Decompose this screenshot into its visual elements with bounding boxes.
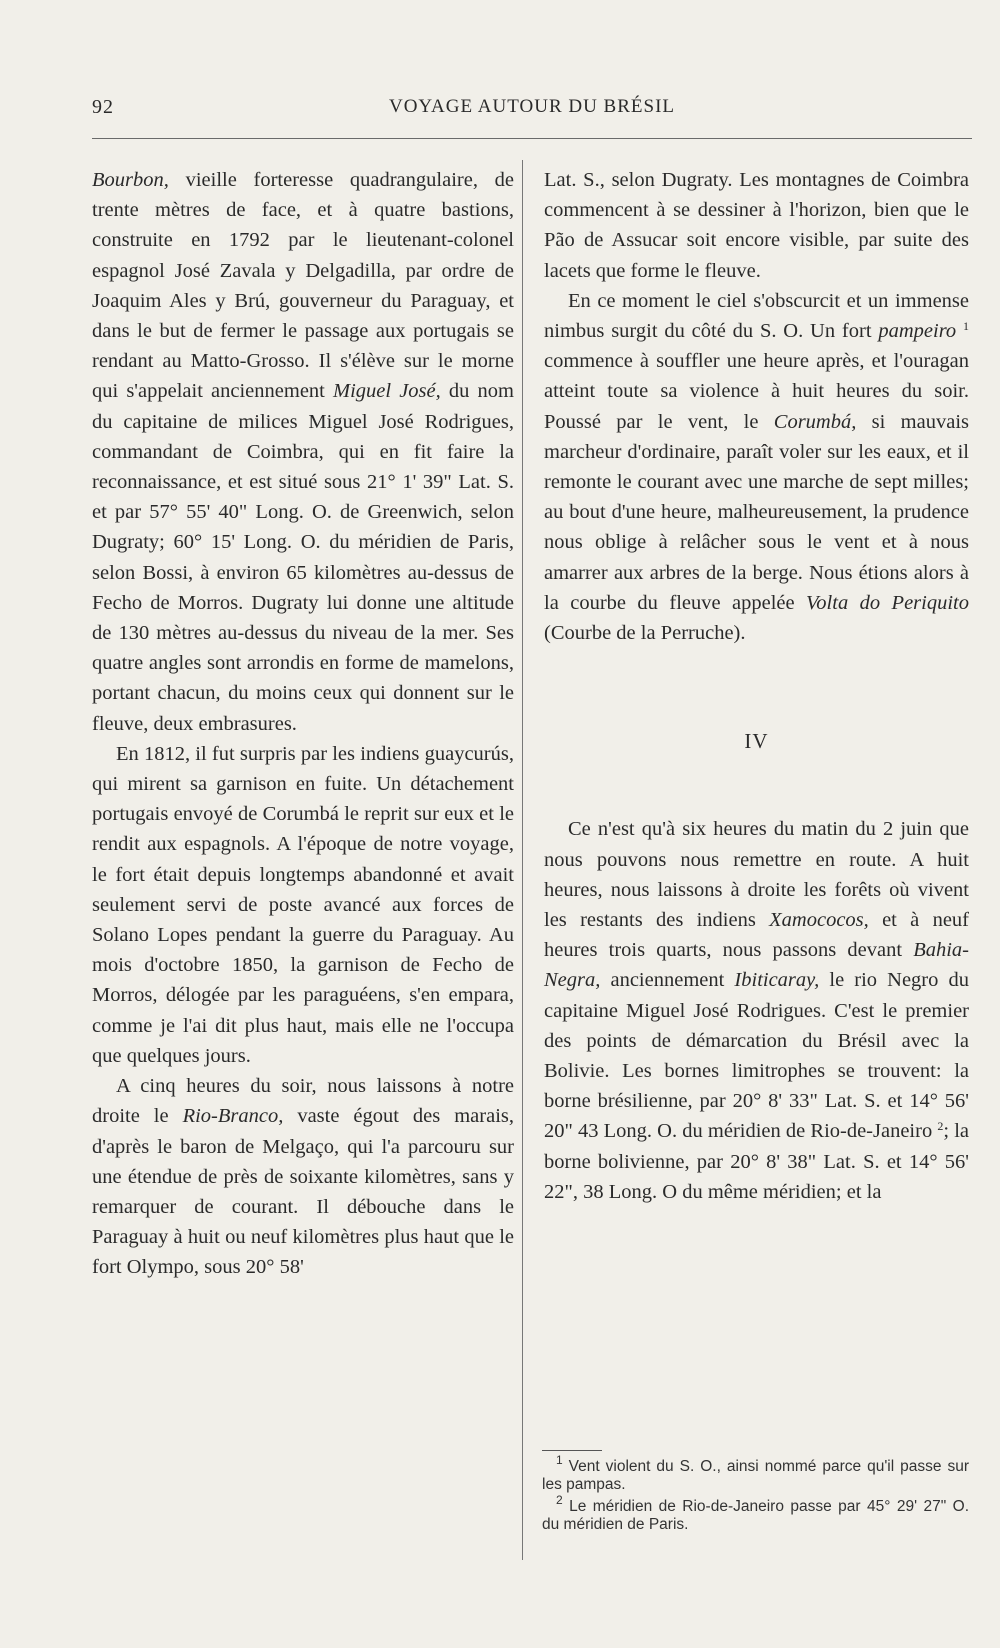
running-title: VOYAGE AUTOUR DU BRÉSIL [388, 96, 676, 117]
text-run: ; la borne bolivienne, par 20° 8' 38" Lat. S. et 14° 56' 22", 38 Long. O du même méridien; et la [544, 1120, 969, 1203]
italic-text: Rio-Branco, [182, 1105, 284, 1128]
text-run: A cinq heures du soir, nous laissons à notre droite le [92, 1075, 514, 1128]
italic-text: Miguel José, [333, 380, 441, 403]
paragraph-juin [544, 814, 969, 1207]
paragraph-rio-branco [92, 1071, 514, 1282]
right-column [544, 165, 969, 1207]
italic-text: Volta do Periquito [806, 591, 969, 614]
footnote-text: Le méridien de Rio-de-Janeiro passe par 45° 29' 27" O. du méridien de Paris. [542, 1498, 969, 1533]
text-run: et à neuf heures trois quarts, nous passons devant [544, 909, 969, 962]
footnote-ref-1[interactable]: 1 [963, 319, 969, 334]
italic-text: Bourbon, [92, 169, 169, 191]
header-rule [92, 138, 972, 139]
column-divider [522, 160, 523, 1560]
text-run: En ce moment le ciel s'obscurcit et un immense nimbus surgit du côté du S. O. Un fort [544, 289, 969, 343]
footnotes [542, 1453, 969, 1538]
footnote-mark: 1 [556, 1453, 563, 1467]
text-run: le rio Negro du capitaine Miguel José Rodrigues. C'est le premier des points de démarcation du Brésil avec la Bolivie. Les bornes limitrophes se trouvent: la borne brésilienne, par 20° 8' 33" Lat. S. et 14° 56' 20" 43 Long. O. du méridien de Rio-de-Janeiro [544, 969, 969, 1143]
text-run: commence à souffler une heure après, et l'ouragan atteint toute sa violence à huit heures du soir. Poussé par le vent, le [544, 350, 969, 433]
text-run: vieille forteresse quadrangulaire, de trente mètres de face, et à quatre bastions, construite en 1792 par le lieutenant-colonel espagnol José Zavala y Delgadilla, par ordre de Joaquim Ales y Brú, gouverneur du Paraguay, et dans le but de fermer le passage aux portugais se rendant au Matto-Grosso. Il s'élève sur le morne qui s'appelait anciennement [92, 169, 514, 403]
paragraph-1812: En 1812, il fut surpris par les indiens guaycurús, qui mirent sa garnison en fuite. Un détachement portugais envoyé de Corumbá le reprit sur eux et le rendit aux espagnols. A l'époque de notre voyage, le fort était depuis longtemps abandonné et avait seulement servi de poste avancé aux forces de Solano Lopes pendant la guerre du Paraguay. Au mois d'octobre 1850, la garnison de Fecho de Morros, délogée par les paraguéens, s'en empara, comme je l'ai dit plus haut, mais elle ne l'occupa que quelques jours. [92, 742, 514, 1067]
paragraph-lat-s: Lat. S., selon Dugraty. Les montagnes de Coimbra commencent à se dessiner à l'horizon, bien que le Pão de Assucar soit encore visible, par suite des lacets que forme le fleuve. [544, 169, 969, 282]
footnote-2 [542, 1493, 969, 1534]
section-heading: IV [744, 729, 769, 754]
paragraph-bourbon [92, 165, 514, 739]
italic-text: Corumbá, [773, 410, 857, 433]
italic-text: Xamococos, [769, 909, 869, 932]
text-run: vaste égout des marais, d'après le baron de Melgaço, qui l'a parcouru sur une étendue de près de soixante kilomètres, sans y remarquer de courant. Il débouche dans le Paraguay à huit ou neuf kilomètres plus haut que le fort Olympo, sous 20° 58' [92, 1105, 514, 1279]
footnote-ref-2[interactable]: 2 [937, 1119, 944, 1134]
text-run: (Courbe de la Perruche). [544, 622, 746, 645]
text-run: Ce n'est qu'à six heures du matin du 2 juin que nous pouvons nous remettre en route. A huit heures, nous laissons à droite les forêts où vivent les restants des indiens [544, 818, 969, 932]
italic-text: pampeiro [878, 320, 957, 343]
page-number: 92 [92, 96, 114, 118]
page-header [92, 96, 972, 126]
text-run: si mauvais marcheur d'ordinaire, paraît voler sur les eaux, et il remonte le courant avec une marche de sept milles; au bout d'une heure, malheureusement, la prudence nous oblige à relâcher sous le vent et à nous amarrer aux arbres de la berge. Nous étions alors à la courbe du fleuve appelée [544, 410, 969, 614]
italic-text: Ibiticaray, [734, 969, 820, 992]
left-column [92, 165, 514, 1283]
footnote-rule [542, 1450, 602, 1451]
footnote-1 [542, 1453, 969, 1494]
text-run: du nom du capitaine de milices Miguel José Rodrigues, commandant de Coimbra, qui en fit faire la reconnaissance, et est situé sous 21° 1' 39" Lat. S. et par 57° 55' 40" Long. O. de Greenwich, selon Dugraty; 60° 15' Long. O. du méridien de Paris, selon Bossi, à environ 65 kilomètres au-dessus de Fecho de Morros. Dugraty lui donne une altitude de 130 mètres au-dessus du niveau de la mer. Ses quatre angles sont arrondis en forme de mamelons, portant chacun, du moins ceux qui donnent sur le fleuve, deux embrasures. [92, 380, 514, 735]
italic-text: Bahia-Negra, [544, 939, 969, 992]
text-run: anciennement [600, 969, 735, 992]
paragraph-pampeiro [544, 286, 969, 648]
footnote-text: Vent violent du S. O., ainsi nommé parce qu'il passe sur les pampas. [542, 1458, 969, 1493]
footnote-mark: 2 [556, 1493, 563, 1507]
